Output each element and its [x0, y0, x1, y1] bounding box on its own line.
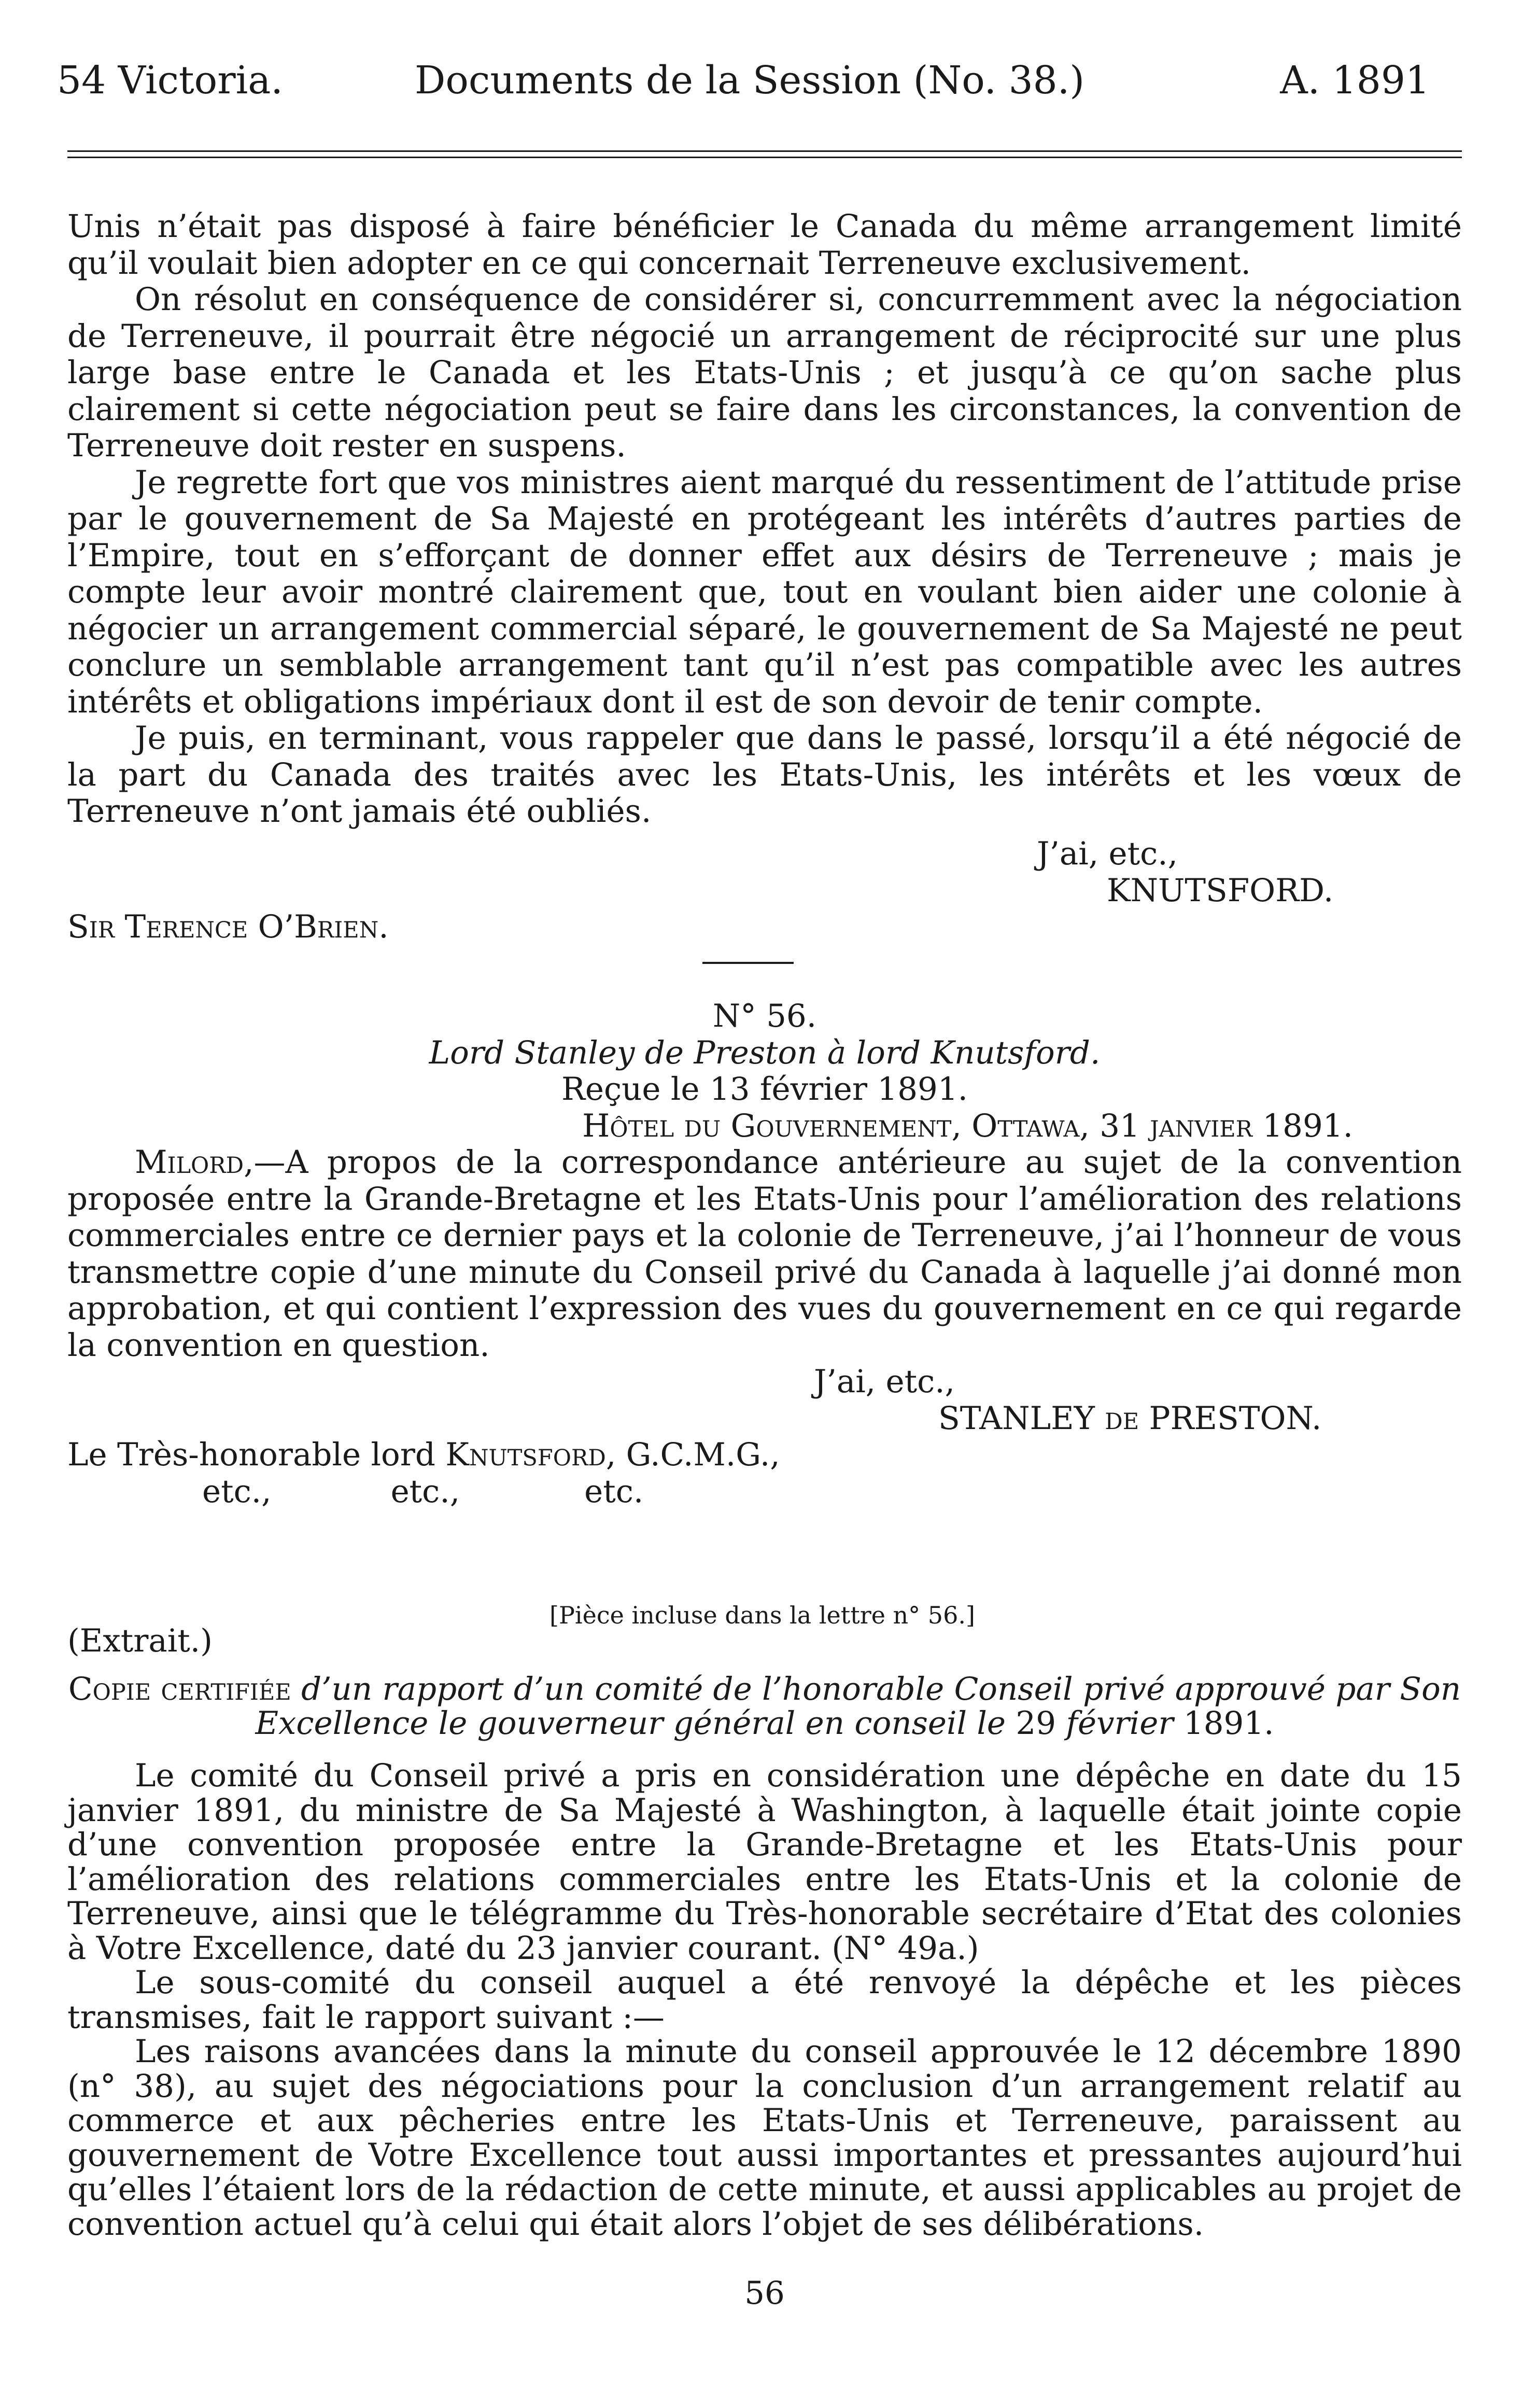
letter-2-title: Lord Stanley de Preston à lord Knutsford. — [429, 1034, 1101, 1071]
letter-1-addressee: Sir Terence O’Brien. — [67, 908, 389, 945]
header-session: 54 Victoria. — [57, 58, 283, 103]
letter-1-paragraph-4: Je puis, en terminant, vous rappeler que dans le passé, lorsqu’il a été négocié de la part du Canada des traités avec les Etats-Unis, les intérêts et les vœux de Terreneuve n’ont jamais été oubliés. — [67, 720, 1462, 830]
letter-2-closing: J’ai, etc., — [814, 1363, 955, 1400]
letter-2 — [67, 998, 1462, 1510]
letter-2-addressee-suffix: , G.C.M.G., — [605, 1436, 780, 1473]
enclosure-extrait: (Extrait.) — [67, 1622, 213, 1659]
enclosure-body — [67, 1759, 1462, 2242]
enclosure-paragraph-1: Le comité du Conseil privé a pris en considération une dépêche en date du 15 janvier 1891, du ministre de Sa Majesté à Washington, à laquelle était jointe copie d’une convention proposée entre la Grande-Bretagne et les Etats-Unis pour l’amélioration des relations commerciales entre les Etats-Unis et la colonie de Terreneuve, ainsi que le télégramme du Très-honorable secrétaire d’Etat des colonies à Votre Excellence, daté du 23 janvier courant. (N° 49a.) — [67, 1757, 1462, 1967]
letter-2-addressee-name: Knutsford — [445, 1436, 606, 1473]
letter-2-addressee-prefix: Le Très-honorable lord — [67, 1436, 446, 1473]
letter-1 — [67, 208, 1462, 830]
enclosure-paragraph-3: Les raisons avancées dans la minute du conseil approuvée le 12 décembre 1890 (n° 38), au sujet des négociations pour la conclusion d’un arrangement relatif au commerce et aux pêcheries entre les Etats-Unis et Terreneuve, paraissent au gouvernement de Votre Excellence tout aussi importantes et pressantes aujourd’hui qu’elles l’étaient lors de la rédaction de cette minute, et aussi applicables au projet de convention actuel qu’à celui qui était alors l’objet de ses délibérations. — [67, 2033, 1462, 2243]
page-number: 56 — [744, 2275, 785, 2312]
enclosure-note: [Pièce incluse dans la lettre n° 56.] — [549, 1601, 975, 1629]
letter-2-body — [67, 1144, 1462, 1364]
header-year: A. 1891 — [1280, 58, 1430, 103]
enclosure-heading-text — [67, 1672, 1462, 1741]
letter-2-signature-main: STANLEY — [938, 1399, 1095, 1437]
enclosure-heading-month: février — [1056, 1705, 1183, 1742]
enclosure-heading-italic-1: d’un rapport d’un comité de l’honorable Conseil privé approuvé par Son Excellence le gouverneur général en conseil le — [255, 1671, 1461, 1742]
letter-2-salutation: Milord, — [135, 1144, 254, 1181]
letter-2-signature-de: de — [1105, 1399, 1139, 1437]
enclosure-paragraph-2: Le sous-comité du conseil auquel a été renvoyé la dépêche et les pièces transmises, fait le rapport suivant :— — [67, 1964, 1462, 2036]
etc-1: etc., — [202, 1473, 272, 1510]
letter-1-paragraph-3: Je regrette fort que vos ministres aient marqué du ressentiment de l’attitude prise par le gouvernement de Sa Majesté en protégeant les intérêts d’autres parties de l’Empire, tout en s’efforçant de donner effet aux désirs de Terreneuve ; mais je compte leur avoir montré clairement que, tout en voulant bien aider une colonie à négocier un arrangement commercial séparé, le gouvernement de Sa Majesté ne peut conclure un semblable arrangement tant qu’il n’est pas compatible avec les autres intérêts et obligations impériaux dont il est de son devoir de tenir compte. — [67, 464, 1462, 720]
letter-2-dateline: Hôtel du Gouvernement, Ottawa, 31 janvier 1891. — [582, 1107, 1353, 1144]
letter-2-number: N° 56. — [712, 998, 817, 1034]
header-rule-top — [67, 150, 1462, 152]
enclosure-heading-label: Copie certifiée — [68, 1671, 291, 1707]
letter-2-signature — [67, 1401, 1462, 1437]
enclosure-heading-year: 1891. — [1183, 1705, 1274, 1742]
enclosure-heading — [67, 1672, 1462, 1741]
letter-1-paragraph-2: On résolut en conséquence de considérer si, concurremment avec la négociation de Terreneuve, il pourrait être négocié un arrangement de réciprocité sur une plus large base entre le Canada et les Etats-Unis ; et jusqu’à ce qu’on sache plus clairement si cette négociation peut se faire dans les circonstances, la convention de Terreneuve doit rester en suspens. — [67, 281, 1462, 464]
letter-2-received: Reçue le 13 février 1891. — [561, 1071, 968, 1108]
letter-1-paragraph-1: Unis n’était pas disposé à faire bénéficier le Canada du même arrangement limité qu’il voulait bien adopter en ce qui concernait Terreneuve exclusivement. — [67, 208, 1462, 282]
letter-1-closing: J’ai, etc., — [1037, 835, 1178, 872]
letter-1-closing-block — [67, 836, 1462, 946]
letter-2-addressee — [67, 1437, 1462, 1474]
etc-3: etc. — [584, 1473, 644, 1510]
header-title: Documents de la Session (No. 38.) — [415, 58, 1085, 103]
letter-2-body-text: —A propos de la correspondance antérieure au sujet de la convention proposée entre la Grande-Bretagne et les Etats-Unis pour l’amélioration des relations commerciales entre ce dernier pays et la colonie de Terreneuve, j’ai l’honneur de vous transmettre copie d’une minute du Conseil privé du Canada à laquelle j’ai donné mon approbation, et qui contient l’expression des vues du gouvernement en ce qui regarde la convention en question. — [67, 1144, 1462, 1364]
letter-2-etc-line — [67, 1474, 1462, 1510]
section-divider — [702, 962, 794, 964]
enclosure-heading-day: 29 — [1016, 1705, 1056, 1742]
etc-2: etc., — [390, 1473, 460, 1510]
letter-1-signature: KNUTSFORD. — [1107, 872, 1334, 909]
header-rule-bottom — [67, 157, 1462, 158]
letter-2-signature-end: PRESTON. — [1149, 1399, 1322, 1437]
